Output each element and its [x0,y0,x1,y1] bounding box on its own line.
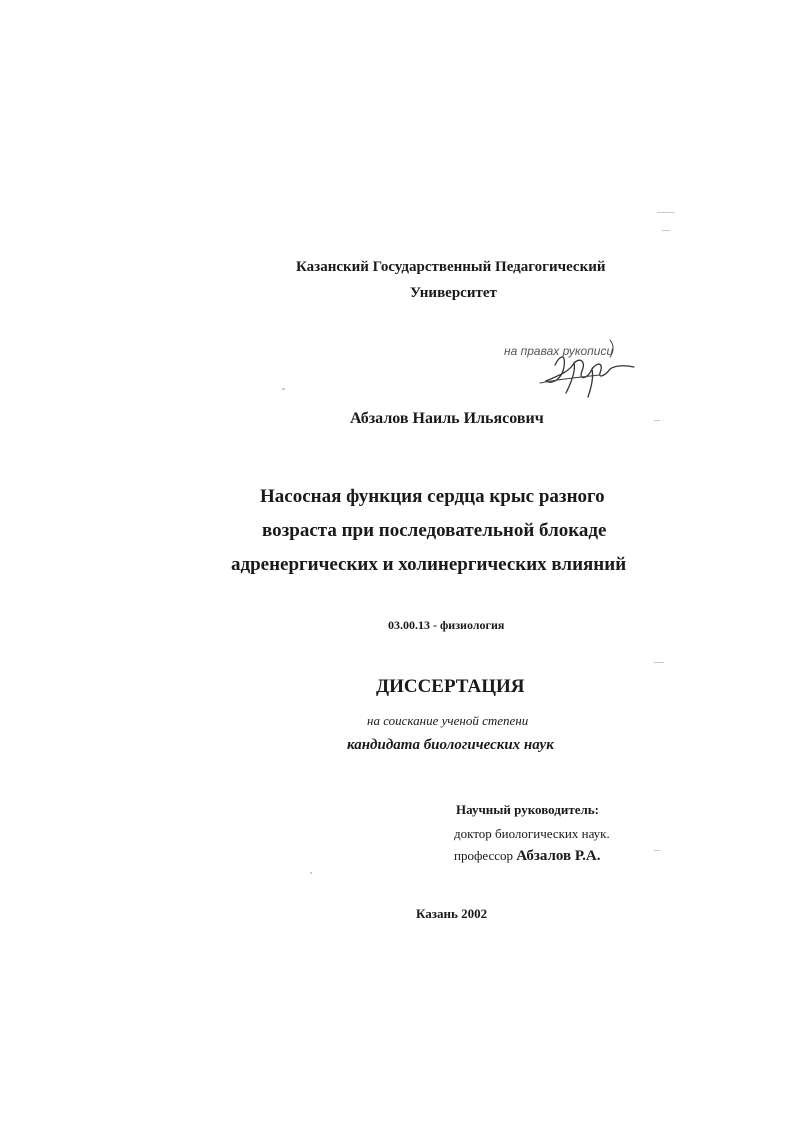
scan-speck [654,420,660,421]
handwritten-signature [530,335,640,400]
scan-speck [310,872,312,874]
document-type-heading: ДИССЕРТАЦИЯ [376,676,525,697]
scan-speck [654,662,664,663]
scan-speck [282,388,285,390]
thesis-title-line-3: адренергических и холинергических влияний [231,554,627,575]
scan-speck [654,850,660,851]
advisor-name: Абзалов Р.А. [516,848,601,864]
advisor-title-prefix: профессор [454,848,514,863]
manuscript-note: на правах рукописи [504,344,614,358]
specialty-code: 03.00.13 - физиология [388,618,505,632]
advisor-title-and-name [454,848,601,865]
degree-line-2: кандидата биологических наук [347,737,554,753]
degree-line-1: на соискание ученой степени [367,713,529,728]
university-name-line-1: Казанский Государственный Педагогический [296,259,606,275]
author-name: Абзалов Наиль Ильясович [350,410,544,427]
thesis-title-line-1: Насосная функция сердца крыс разного [260,486,605,507]
scan-speck [657,212,675,213]
advisor-label: Научный руководитель: [456,802,599,817]
thesis-title-line-2: возраста при последовательной блокаде [262,520,607,541]
university-name-line-2: Университет [410,285,497,301]
city-and-year: Казань 2002 [416,906,488,921]
scan-speck [662,230,670,231]
advisor-degree: доктор биологических наук. [454,826,610,841]
